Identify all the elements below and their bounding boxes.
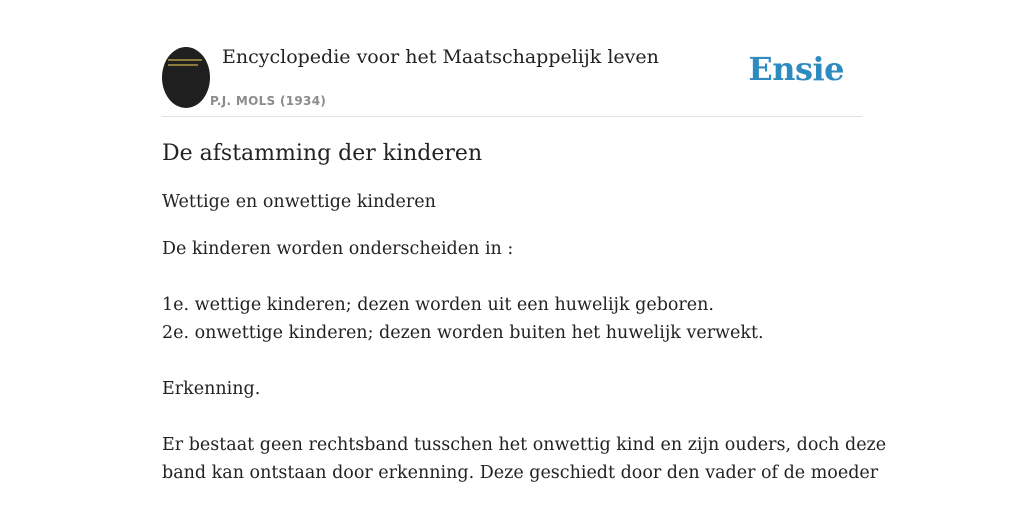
list-item: 2e. onwettige kinderen; dezen worden buiten het huwelijk verwekt. xyxy=(162,323,764,343)
article-subtitle: Wettige en onwettige kinderen xyxy=(162,192,436,212)
book-header xyxy=(162,46,862,117)
article-content xyxy=(162,138,887,487)
blank-line xyxy=(162,347,862,375)
book-cover-image[interactable] xyxy=(162,47,210,108)
ensie-logo[interactable]: Ensie xyxy=(748,50,844,88)
list-item: 1e. wettige kinderen; dezen worden uit een huwelijk geboren. xyxy=(162,295,714,315)
article-title: De afstamming der kinderen xyxy=(162,141,483,166)
body-line: band kan ontstaan door erkenning. Deze geschiedt door den vader of de moeder xyxy=(162,463,879,483)
article-body xyxy=(162,235,887,487)
book-title[interactable]: Encyclopedie voor het Maatschappelijk leven xyxy=(222,46,659,68)
cover-title-line xyxy=(168,64,198,66)
cover-title-line xyxy=(168,59,202,61)
body-line: Er bestaat geen rechtsband tusschen het onwettig kind en zijn ouders, doch deze xyxy=(162,435,887,455)
intro-text: De kinderen worden onderscheiden in : xyxy=(162,239,514,259)
section-heading: Erkenning. xyxy=(162,379,261,399)
blank-line xyxy=(162,263,862,291)
blank-line xyxy=(162,403,862,431)
book-author: P.J. MOLS (1934) xyxy=(210,94,327,108)
